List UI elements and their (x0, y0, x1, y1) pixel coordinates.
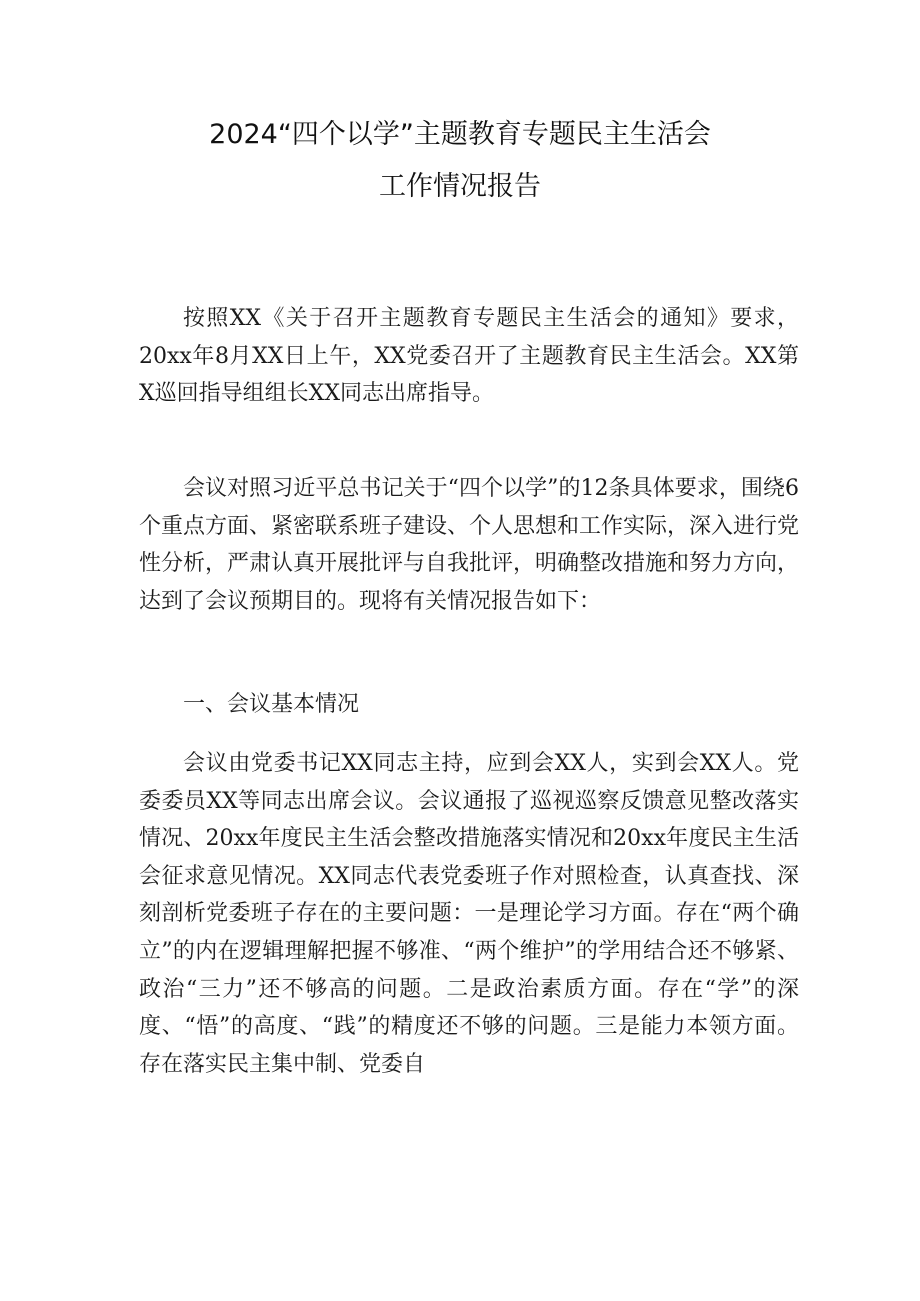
paragraph-intro: 按照XX《关于召开主题教育专题民主生活会的通知》要求，20xx年8月XX日上午，XX党委召开了主题教育民主生活会。XX第X巡回指导组组长XX同志出席指导。 (139, 306, 799, 407)
section-heading-meeting-basics: 一、会议基本情况 (183, 692, 360, 717)
paragraph-summary: 会议对照习近平总书记关于“四个以学”的12条具体要求，围绕6个重点方面、紧密联系班子建设、个人思想和工作实际，深入进行党性分析，严肃认真开展批评与自我批评，明确整改措施和努力方向，达到了会议预期目的。现将有关情况报告如下： (139, 476, 800, 614)
document-title-line-1: 2024“四个以学”主题教育专题民主生活会 (209, 119, 711, 150)
paragraph-meeting-details: 会议由党委书记XX同志主持，应到会XX人，实到会XX人。党委委员XX等同志出席会议。会议通报了巡视巡察反馈意见整改落实情况、20xx年度民主生活会整改措施落实情况和20xx年度民主生活会征求意见情况。XX同志代表党委班子作对照检查，认真查找、深刻剖析党委班子存在的主要问题：一是理论学习方面。存在“两个确立”的内在逻辑理解把握不够准、“两个维护”的学用结合还不够紧、政治“三力”还不够高的问题。二是政治素质方面。存在“学”的深度、“悟”的高度、“践”的精度还不够的问题。三是能力本领方面。存在落实民主集中制、党委自 (139, 751, 799, 1077)
document-title-line-2: 工作情况报告 (379, 171, 541, 202)
